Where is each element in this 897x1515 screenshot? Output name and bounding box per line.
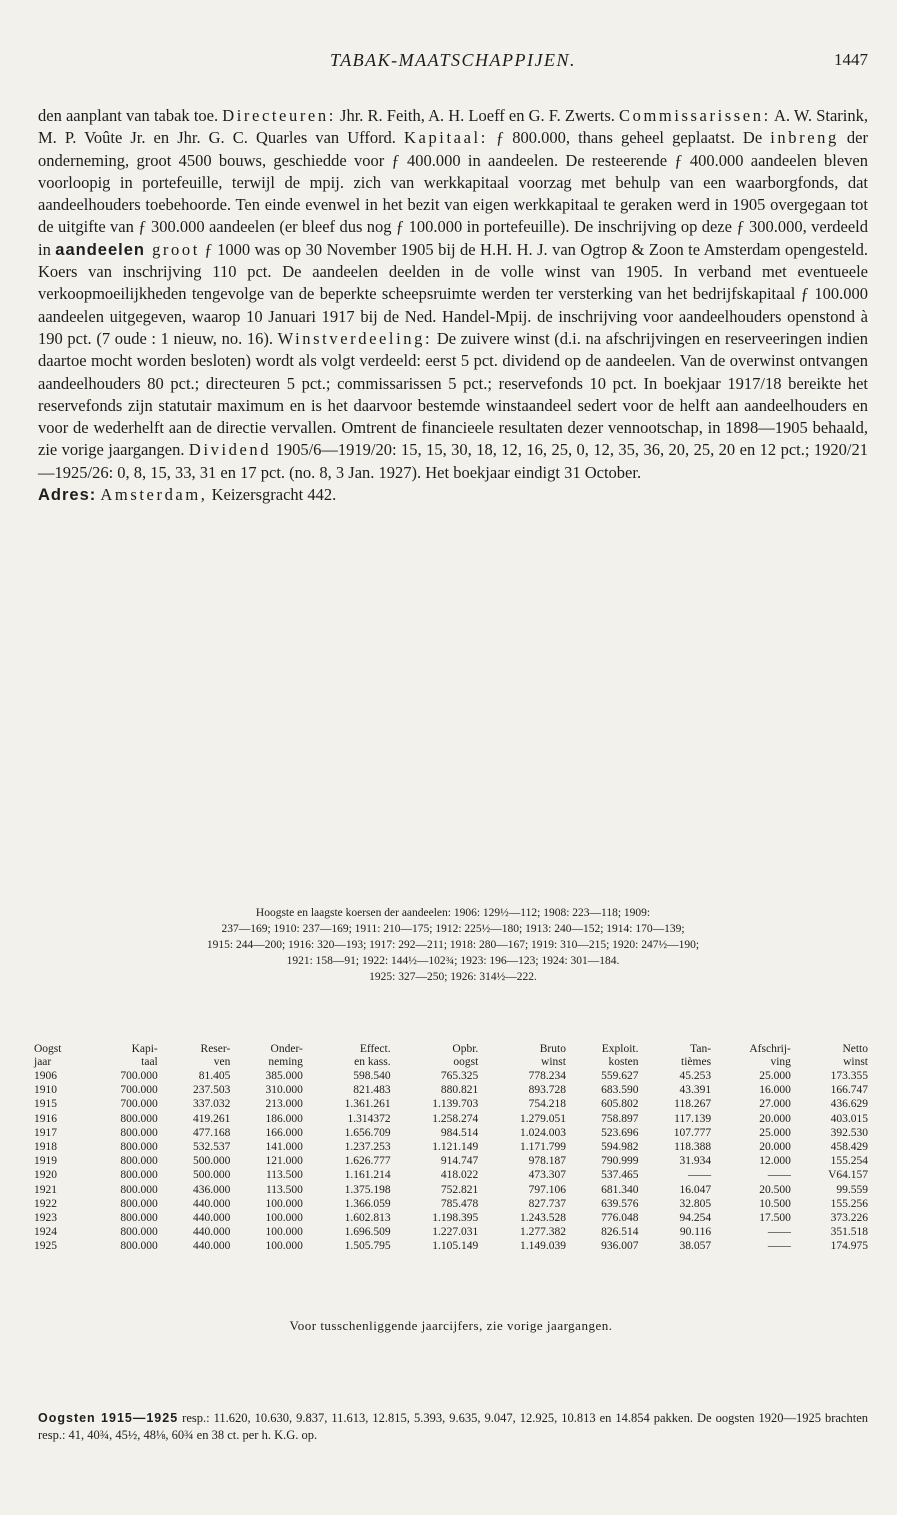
table-row <box>32 1083 870 1097</box>
table-cell: 532.537 <box>192 1141 231 1154</box>
table-cell: 1.237.253 <box>344 1141 391 1154</box>
heading-commissarissen: Commissarissen: <box>619 106 771 125</box>
column-header: jaar <box>34 1056 52 1068</box>
table-cell: 800.000 <box>120 1155 158 1168</box>
table-cell: 43.391 <box>679 1084 712 1097</box>
table-row <box>32 1211 870 1225</box>
table-cell: 81.405 <box>198 1070 231 1082</box>
address-street: Keizersgracht 442. <box>207 485 337 505</box>
column-header: en kass. <box>354 1056 391 1068</box>
table-row <box>32 1154 870 1168</box>
column-header: ven <box>213 1056 231 1068</box>
table-cell: 16.047 <box>679 1183 712 1196</box>
column-header: Effect. <box>359 1043 391 1055</box>
table-cell: 776.048 <box>601 1212 639 1225</box>
heading-directeuren: Directeuren: <box>222 106 336 125</box>
page-header <box>38 50 868 80</box>
table-cell: 594.982 <box>601 1141 639 1154</box>
table-cell: 500.000 <box>192 1169 231 1182</box>
table-cell: 436.000 <box>192 1183 231 1196</box>
table-cell: 27.000 <box>759 1098 791 1111</box>
table-cell: 758.897 <box>601 1112 639 1125</box>
table-cell: 458.429 <box>830 1141 868 1154</box>
column-header: neming <box>268 1056 303 1068</box>
table-cell: 1.024.003 <box>519 1126 566 1139</box>
company-description <box>38 105 868 506</box>
table-cell: 17.500 <box>759 1212 791 1225</box>
table-cell: 1924 <box>34 1226 57 1239</box>
heading-aandeelen: aandeelen <box>55 240 146 259</box>
financial-table-container <box>32 1043 870 1254</box>
table-cell: 1910 <box>34 1084 57 1097</box>
text-segment: den aanplant van tabak toe. <box>38 106 223 125</box>
column-header: Onder- <box>270 1043 303 1055</box>
table-cell: 118.388 <box>674 1141 712 1154</box>
heading-inbreng: inbreng <box>770 128 839 148</box>
harvest-summary <box>38 1410 868 1444</box>
column-header: ving <box>770 1056 791 1068</box>
table-cell: 186.000 <box>265 1112 303 1125</box>
text-segment: ƒ 1000 was op 30 November 1905 bij de H.H. H. J. van Ogtrop & Zoon te Amsterdam opengesteld. Koers van inschrijving 110 pct. De aandeelen deelden in de volle winst van 1905. In verband met eventueele verkoopmoeilijkheden tengevolge van de beperkte scheepsruimte werden ter versterking van het bedrijfskapitaal ƒ 100.000 aandeelen uitgegeven, waarop 10 Januari 1917 bij de Ned. Handel-Mpij. de inschrijving voor aandeelhouders openstond à 190 pct. (7 oude : 1 nieuw, no. 16). <box>38 239 868 348</box>
table-cell: 1.171.799 <box>519 1141 566 1154</box>
table-cell: 893.728 <box>528 1084 566 1097</box>
table-cell: 385.000 <box>265 1070 303 1082</box>
table-cell: 1906 <box>34 1070 57 1082</box>
table-cell: 559.627 <box>601 1070 639 1082</box>
table-cell: 752.821 <box>440 1183 479 1196</box>
table-cell: 118.267 <box>674 1098 712 1111</box>
table-cell: 31.934 <box>679 1155 712 1168</box>
share-price-ranges <box>38 905 868 985</box>
table-cell: 778.234 <box>528 1070 566 1082</box>
table-cell: 1.139.703 <box>432 1098 479 1111</box>
table-cell: 1.602.813 <box>344 1212 391 1225</box>
table-cell: 880.821 <box>440 1084 479 1097</box>
table-cell: 1.198.395 <box>432 1212 479 1225</box>
table-header-row <box>32 1043 870 1056</box>
table-cell: 1917 <box>34 1126 57 1139</box>
table-cell: 1.258.274 <box>432 1112 479 1125</box>
price-line: Hoogste en laagste koersen der aandeelen: 1906: 129½—112; 1908: 223—118; 1909: <box>255 907 651 919</box>
table-cell: 373.226 <box>830 1212 868 1225</box>
column-header: winst <box>541 1056 566 1068</box>
table-cell: 800.000 <box>120 1141 158 1154</box>
address-city: Amsterdam, <box>100 485 208 505</box>
table-cell: 45.253 <box>679 1070 712 1082</box>
column-header: Oogst <box>34 1043 62 1055</box>
price-line: 1921: 158—91; 1922: 144½—102¾; 1923: 196—123; 1924: 301—184. <box>286 955 620 967</box>
table-cell: 700.000 <box>120 1084 158 1097</box>
table-cell: 117.139 <box>674 1112 712 1125</box>
table-cell: 166.000 <box>265 1126 303 1139</box>
column-header: kosten <box>608 1056 639 1068</box>
table-cell: 1.626.777 <box>344 1155 391 1168</box>
harvest-text: resp.: 11.620, 10.630, 9.837, 11.613, 12.815, 5.393, 9.635, 9.047, 12.925, 10.813 en 14.854 pakken. De oogsten 1920—1925 brachten resp.: 41, 40¾, 45½, 48⅛, 60¾ en 38 ct. per h. K.G. op. <box>38 1411 868 1442</box>
heading-kapitaal: Kapitaal: <box>404 128 488 148</box>
table-cell: 440.000 <box>192 1212 231 1225</box>
table-cell: 1920 <box>34 1169 57 1182</box>
table-cell: 25.000 <box>759 1126 791 1139</box>
table-cell: 826.514 <box>601 1226 639 1239</box>
column-header: Netto <box>842 1043 868 1055</box>
table-cell: 20.500 <box>759 1183 791 1196</box>
table-body <box>32 1069 870 1254</box>
table-cell: 800.000 <box>120 1112 158 1125</box>
table-cell: 936.007 <box>601 1240 639 1253</box>
table-cell: 1922 <box>34 1197 57 1210</box>
running-title: TABAK-MAATSCHAPPIJEN. <box>330 50 576 70</box>
table-cell: 978.187 <box>528 1155 566 1168</box>
table-cell: 392.530 <box>830 1126 868 1139</box>
main-paragraph <box>38 105 868 484</box>
column-header: Kapi- <box>131 1043 158 1055</box>
table-cell: 100.000 <box>265 1226 303 1239</box>
column-header: Tan- <box>690 1043 712 1055</box>
table-cell: 914.747 <box>440 1155 479 1168</box>
table-cell: 100.000 <box>265 1197 303 1210</box>
heading-adres: Adres: <box>38 486 97 505</box>
table-cell: 174.975 <box>830 1240 868 1253</box>
table-cell: 1.361.261 <box>344 1098 391 1111</box>
table-cell: 1.366.059 <box>344 1197 391 1210</box>
table-cell: 1918 <box>34 1141 57 1154</box>
table-cell: 310.000 <box>265 1084 303 1097</box>
harvest-label: Oogsten 1915—1925 <box>38 1411 179 1425</box>
table-cell: 113.500 <box>265 1169 303 1182</box>
table-cell: V64.157 <box>828 1169 868 1182</box>
table-cell: 1923 <box>34 1212 57 1225</box>
table-cell: 166.747 <box>830 1084 868 1097</box>
table-cell: 1921 <box>34 1183 57 1196</box>
table-row <box>32 1112 870 1126</box>
table-cell: 12.000 <box>759 1155 791 1168</box>
table-cell: 523.696 <box>601 1126 639 1139</box>
table-cell: 38.057 <box>679 1240 712 1253</box>
table-cell: 20.000 <box>759 1112 791 1125</box>
table-cell: 800.000 <box>120 1183 158 1196</box>
table-cell: 440.000 <box>192 1240 231 1253</box>
table-cell: 800.000 <box>120 1226 158 1239</box>
table-row <box>32 1140 870 1154</box>
table-cell: 99.559 <box>836 1183 868 1196</box>
table-cell: 351.518 <box>830 1226 868 1239</box>
table-cell: 403.015 <box>830 1112 868 1125</box>
table-cell: 1.227.031 <box>432 1226 479 1239</box>
table-cell: 765.325 <box>440 1070 479 1082</box>
table-cell: 800.000 <box>120 1240 158 1253</box>
table-cell: 1915 <box>34 1098 57 1111</box>
table-cell: 700.000 <box>120 1070 158 1082</box>
table-cell: 1.161.214 <box>344 1169 391 1182</box>
table-cell: 10.500 <box>759 1197 791 1210</box>
table-cell: 173.355 <box>830 1070 868 1082</box>
table-cell: —— <box>767 1240 791 1253</box>
price-line: 1925: 327—250; 1926: 314½—222. <box>369 971 537 983</box>
table-cell: 477.168 <box>192 1126 231 1139</box>
table-row <box>32 1069 870 1083</box>
heading-dividend: Dividend <box>188 440 272 460</box>
column-header: Exploit. <box>601 1043 639 1055</box>
table-cell: 1.121.149 <box>432 1141 479 1154</box>
table-cell: 500.000 <box>192 1155 231 1168</box>
table-cell: 605.802 <box>601 1098 639 1111</box>
table-cell: 1.277.382 <box>519 1226 566 1239</box>
table-row <box>32 1168 870 1182</box>
table-cell: 790.999 <box>601 1155 639 1168</box>
table-cell: 681.340 <box>601 1183 639 1196</box>
price-line: 237—169; 1910: 237—169; 1911: 210—175; 1912: 225½—180; 1913: 240—152; 1914: 170—139; <box>221 923 685 935</box>
text-segment: ƒ 800.000, thans geheel geplaatst. De <box>487 128 771 148</box>
text-segment: der onderneming, groot 4500 bouws, geschiedde voor ƒ 400.000 in aandeelen. De resteerende ƒ 400.000 aandeelen bleven voorloopig in portefeuille, terwijl de mpij. zich van werkkapitaal voorzag met behulp van een waarborgfonds, dat aandeelhouders toebehoorde. Ten einde evenwel in het bezit van eigen werkkapitaal te geraken werd in 1905 overgegaan tot de uitgifte van ƒ 300.000 aandeelen (er bleef dus nog ƒ 100.000 in portefeuille). De inschrijving op deze ƒ 300.000, verdeeld in <box>38 128 868 259</box>
address-line <box>38 484 868 506</box>
table-cell: 1925 <box>34 1240 57 1253</box>
table-cell: 1.505.795 <box>344 1240 391 1253</box>
table-cell: 440.000 <box>192 1226 231 1239</box>
table-cell: 984.514 <box>440 1126 479 1139</box>
column-header: Reser- <box>200 1043 231 1055</box>
table-cell: 113.500 <box>265 1183 303 1196</box>
financial-table <box>32 1043 870 1254</box>
column-header: tièmes <box>681 1056 712 1068</box>
table-cell: 700.000 <box>120 1098 158 1111</box>
heading-groot: groot <box>145 239 200 259</box>
table-cell: 800.000 <box>120 1126 158 1139</box>
table-cell: 20.000 <box>759 1141 791 1154</box>
column-header: Opbr. <box>452 1043 479 1055</box>
table-cell: —— <box>688 1169 712 1182</box>
table-cell: 94.254 <box>679 1212 712 1225</box>
table-cell: 237.503 <box>192 1084 231 1097</box>
table-row <box>32 1197 870 1211</box>
table-header-row <box>32 1056 870 1069</box>
table-cell: 337.032 <box>192 1098 231 1111</box>
table-cell: 473.307 <box>528 1169 566 1182</box>
table-cell: 90.116 <box>679 1226 712 1239</box>
table-cell: 155.254 <box>830 1155 868 1168</box>
table-cell: 213.000 <box>265 1098 303 1111</box>
table-cell: 598.540 <box>353 1070 391 1082</box>
table-cell: 1.314372 <box>347 1112 391 1125</box>
table-cell: 1.656.709 <box>344 1126 391 1139</box>
table-cell: 800.000 <box>120 1169 158 1182</box>
table-cell: 1919 <box>34 1155 57 1168</box>
table-cell: 1.696.509 <box>344 1226 391 1239</box>
table-cell: 754.218 <box>528 1098 566 1111</box>
text-segment: Jhr. R. Feith, A. H. Loeff en G. F. Zwerts. <box>335 106 619 125</box>
column-header: winst <box>843 1056 868 1068</box>
page-number: 1447 <box>834 50 868 69</box>
text-segment: A. W. Starink, M. P. Voûte Jr. en Jhr. G. C. Quarles van Ufford. <box>38 106 868 148</box>
harvest-paragraph <box>38 1410 868 1444</box>
table-cell: 25.000 <box>759 1070 791 1082</box>
column-header: Afschrij- <box>749 1043 791 1055</box>
table-cell: 683.590 <box>601 1084 639 1097</box>
table-cell: 1.149.039 <box>519 1240 566 1253</box>
table-row <box>32 1225 870 1239</box>
table-footnote: Voor tusschenliggende jaarcijfers, zie vorige jaargangen. <box>289 1318 613 1333</box>
table-cell: 440.000 <box>192 1197 231 1210</box>
table-cell: 827.737 <box>528 1197 566 1210</box>
text-segment: De zuivere winst (d.i. na afschrijvingen en reserveeringen indien daartoe mocht worden besloten) wordt als volgt verdeeld: eerst 5 pct. dividend op de aandeelen. Van de overwinst ontvangen aandeelhouders 80 pct.; directeuren 5 pct.; commissarissen 5 pct.; reservefonds 10 pct. In boekjaar 1917/18 bereikte het reservefonds zijn statutair maximum en is het daarvoor bestemde winstaandeel sedert voor de helft aan aandeelhouders en voor de wederhelft aan de directie vervallen. Omtrent de financieele resultaten dezer vennootschap, in 1898—1905 behaald, zie vorige jaargangen. <box>38 328 868 460</box>
table-cell: 100.000 <box>265 1240 303 1253</box>
heading-winstverdeeling: Winstverdeeling: <box>277 328 433 348</box>
table-cell: 800.000 <box>120 1197 158 1210</box>
table-cell: 155.256 <box>830 1197 868 1210</box>
table-cell: 141.000 <box>265 1141 303 1154</box>
column-header: taal <box>141 1056 158 1068</box>
table-cell: 100.000 <box>265 1212 303 1225</box>
table-cell: 800.000 <box>120 1212 158 1225</box>
table-cell: 537.465 <box>601 1169 639 1182</box>
table-cell: 419.261 <box>192 1112 231 1125</box>
table-cell: —— <box>767 1226 791 1239</box>
table-cell: 121.000 <box>265 1155 303 1168</box>
table-cell: 821.483 <box>353 1084 391 1097</box>
table-cell: 107.777 <box>673 1126 712 1139</box>
table-row <box>32 1183 870 1197</box>
table-row <box>32 1126 870 1140</box>
table-row <box>32 1097 870 1111</box>
table-cell: 639.576 <box>601 1197 639 1210</box>
table-cell: 1.375.198 <box>344 1183 391 1196</box>
text-segment: 1905/6—1919/20: 15, 15, 30, 18, 12, 16, 25, 0, 12, 35, 36, 20, 25, 20 en 12 pct.; 1920/21—1925/26: 0, 8, 15, 33, 31 en 17 pct. (no. 8, 3 Jan. 1927). Het boekjaar eindigt 31 October. <box>38 440 868 482</box>
table-cell: 1.243.528 <box>519 1212 566 1225</box>
table-row <box>32 1239 870 1253</box>
table-cell: 797.106 <box>528 1183 566 1196</box>
table-cell: 418.022 <box>440 1169 479 1182</box>
table-cell: 16.000 <box>759 1084 791 1097</box>
column-header: oogst <box>453 1056 479 1068</box>
table-cell: 1.279.051 <box>519 1112 566 1125</box>
table-cell: 436.629 <box>830 1098 868 1111</box>
price-line: 1915: 244—200; 1916: 320—193; 1917: 292—211; 1918: 280—167; 1919: 310—215; 1920: 247½—190; <box>206 939 700 951</box>
table-cell: 32.805 <box>679 1197 712 1210</box>
column-header: Bruto <box>539 1043 566 1055</box>
table-cell: 1916 <box>34 1112 57 1125</box>
table-cell: 1.105.149 <box>432 1240 479 1253</box>
table-cell: 785.478 <box>440 1197 479 1210</box>
table-cell: —— <box>767 1169 791 1182</box>
